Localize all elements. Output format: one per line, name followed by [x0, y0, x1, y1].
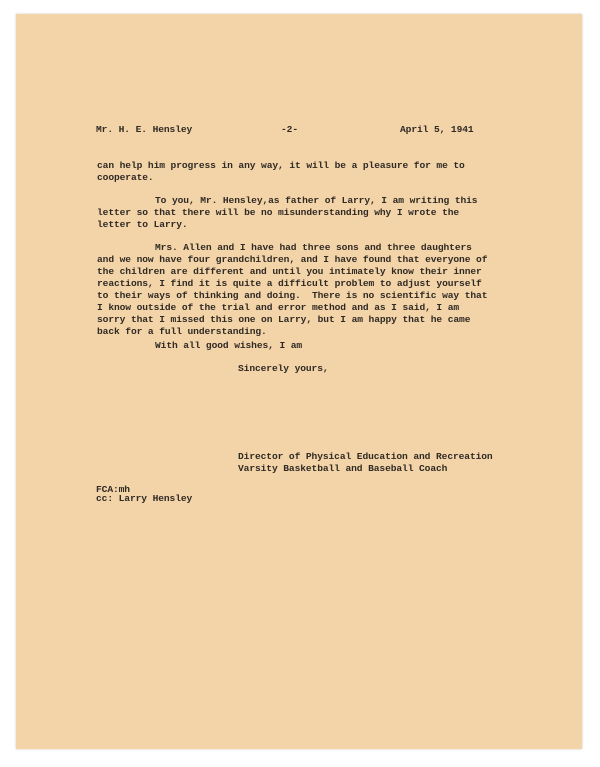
body-line: can help him progress in any way, it will be a pleasure for me to [97, 160, 465, 171]
body-line: To you, Mr. Hensley,as father of Larry, I am writing this [155, 195, 478, 206]
body-line: cooperate. [97, 172, 154, 183]
carbon-copy: cc: Larry Hensley [96, 493, 193, 504]
body-line: to their ways of thinking and doing. There is no scientific way that [97, 290, 488, 301]
body-line: Mrs. Allen and I have had three sons and three daughters [155, 242, 472, 253]
body-line: and we now have four grandchildren, and I have found that everyone of [97, 254, 488, 265]
page-number: -2- [281, 124, 298, 135]
letter-date: April 5, 1941 [400, 124, 474, 135]
valediction: Sincerely yours, [238, 363, 329, 374]
recipient-name: Mr. H. E. Hensley [96, 124, 193, 135]
typist-initials: FCA:mh [96, 484, 130, 495]
body-line: letter so that there will be no misunderstanding why I wrote the [97, 207, 460, 218]
signer-title-line2: Varsity Basketball and Baseball Coach [238, 463, 448, 474]
closing-line: With all good wishes, I am [155, 340, 303, 351]
body-line: back for a full understanding. [97, 326, 267, 337]
body-line: sorry that I missed this one on Larry, but I am happy that he came [97, 314, 471, 325]
body-line: letter to Larry. [97, 219, 188, 230]
signer-title-line1: Director of Physical Education and Recreation [238, 451, 493, 462]
body-line: reactions, I find it is quite a difficult problem to adjust yourself [97, 278, 482, 289]
body-line: I know outside of the trial and error method and as I said, I am [97, 302, 460, 313]
body-line: the children are different and until you intimately know their inner [97, 266, 482, 277]
